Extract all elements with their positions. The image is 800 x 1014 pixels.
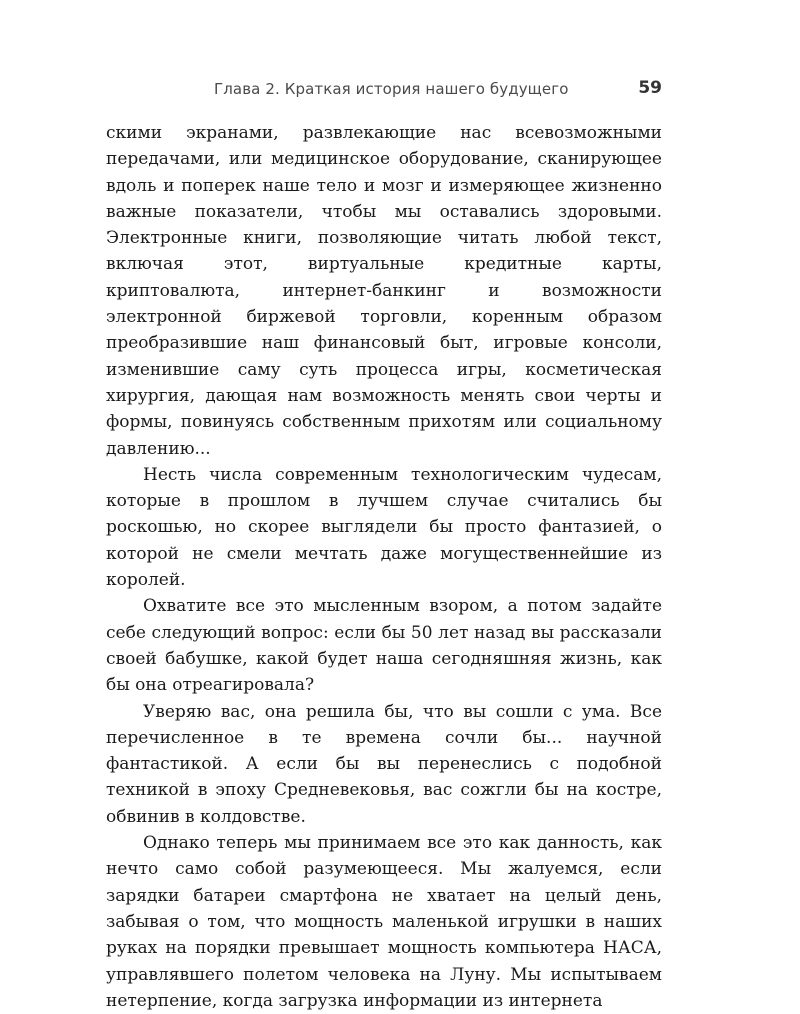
paragraph: Однако теперь мы принимаем все это как данность, как нечто само собой разумеющееся. Мы жалуемся, если зарядки батареи смартфона не хватает на целый день, забывая о том, что мощность маленькой игрушки в наших руках на порядки превышает мощность компьютера НАСА, управлявшего полетом человека на Луну. Мы испытываем нетерпение, когда загрузка информации из интернета <box>106 833 662 1011</box>
running-header <box>106 78 662 102</box>
paragraph: Несть числа современным технологическим чудесам, которые в прошлом в лучшем случае считались бы роскошью, но скорее выглядели бы просто фантазией, о которой не смели мечтать даже могущественнейшие из королей. <box>106 464 662 591</box>
body-text <box>106 120 662 1014</box>
chapter-title: Глава 2. Краткая история нашего будущего <box>214 80 569 98</box>
paragraph: Охватите все это мысленным взором, а потом задайте себе следующий вопрос: если бы 50 лет назад вы рассказали своей бабушке, какой будет наша сегодняшняя жизнь, как бы она отреагировала? <box>106 596 662 696</box>
paragraph-continued: скими экранами, развлекающие нас всевозможными передачами, или медицинское оборудование, сканирующее вдоль и поперек наше тело и мозг и измеряющее жизненно важные показатели, чтобы мы оставались здоровыми. Электронные книги, позволяющие читать любой текст, включая этот, виртуальные кредитные карты, криптовалюта, интернет-банкинг и возможности электронной биржевой торговли, коренным образом преобразившие наш финансовый быт, игровые консоли, изменившие саму суть процесса игры, косметическая хирургия, дающая нам возможность менять свои черты и формы, повинуясь собственным прихотям или социальному давлению... <box>106 123 662 459</box>
paragraph: Уверяю вас, она решила бы, что вы сошли с ума. Все перечисленное в те времена сочли бы... научной фантастикой. А если бы вы перенеслись с подобной техникой в эпоху Средневековья, вас сожгли бы на костре, обвинив в колдовстве. <box>106 701 662 827</box>
page-number: 59 <box>638 78 662 98</box>
